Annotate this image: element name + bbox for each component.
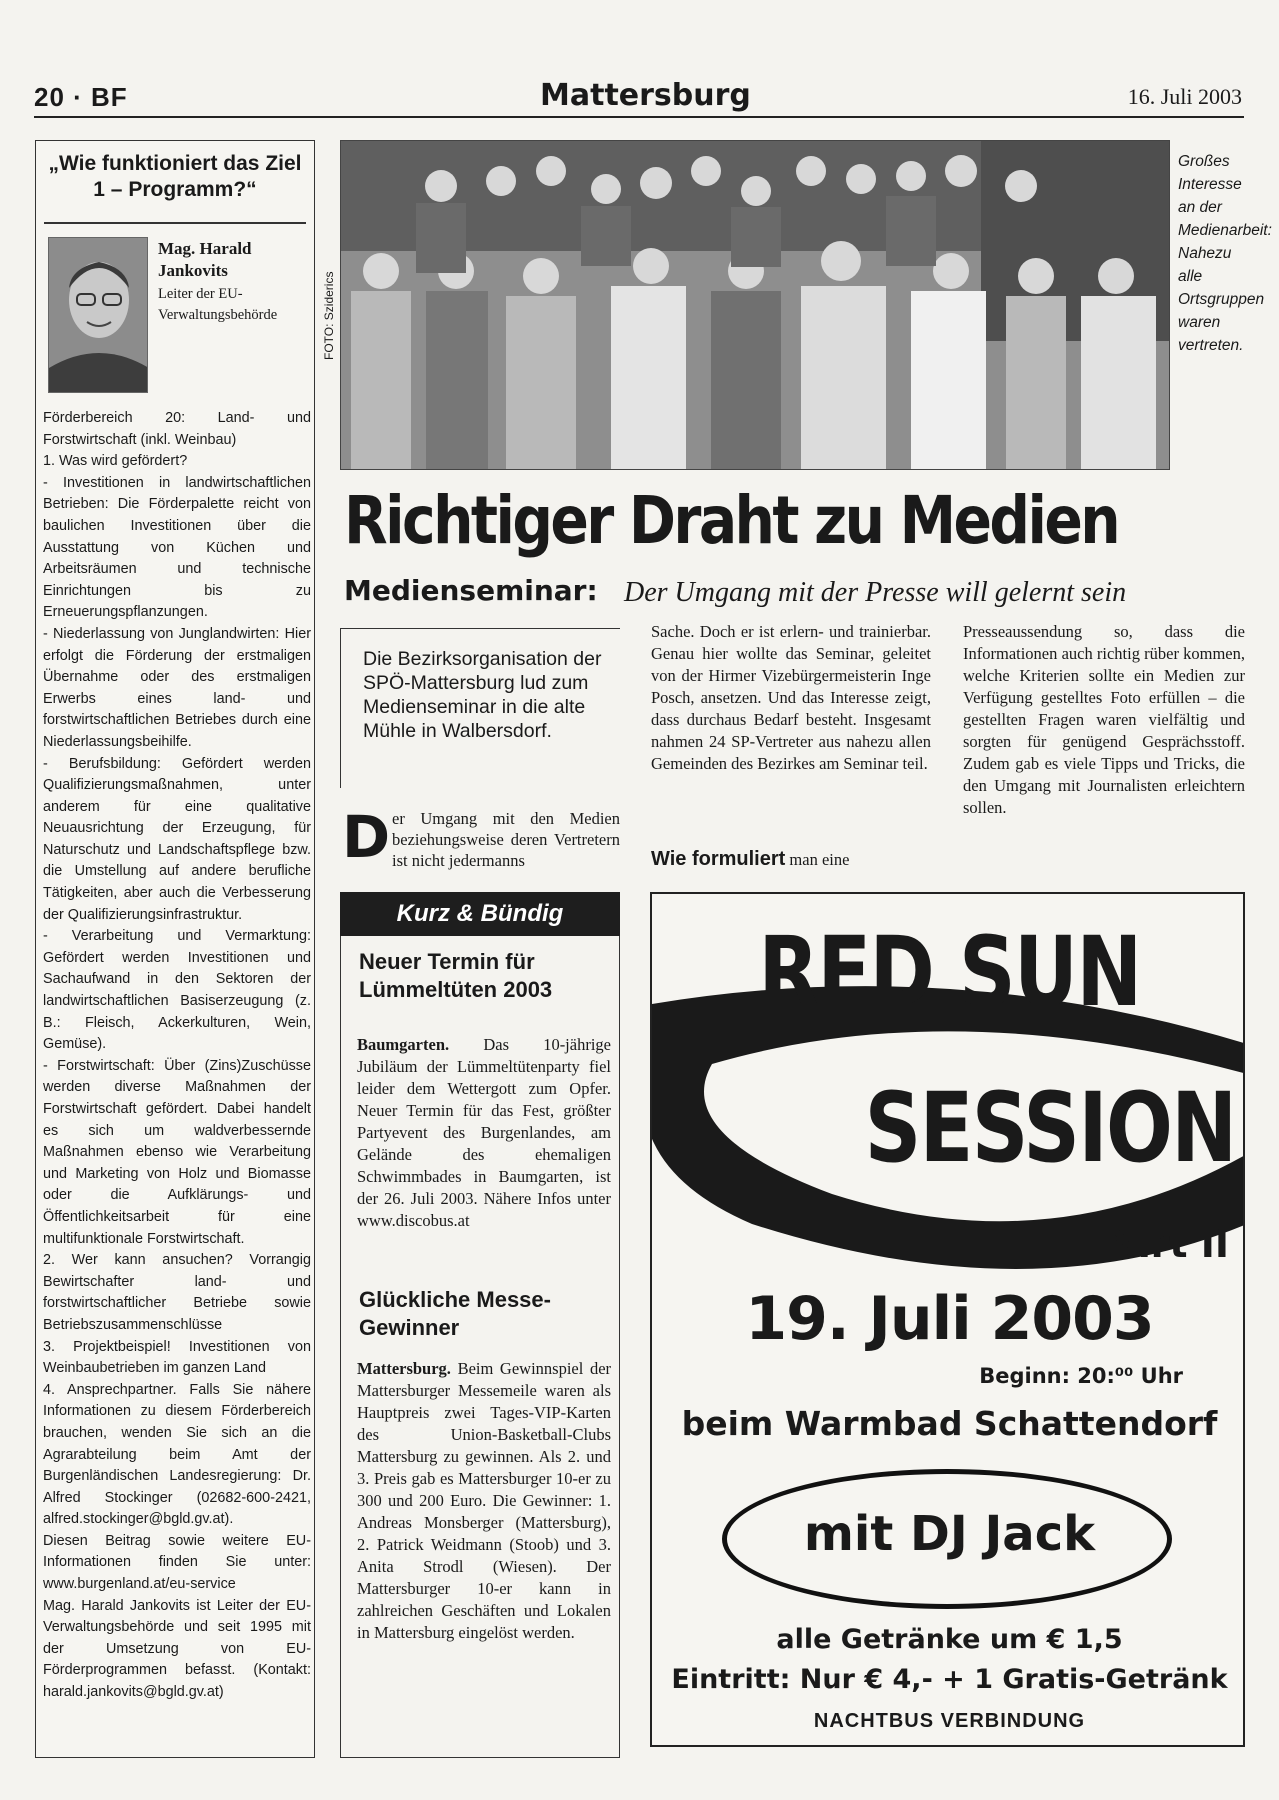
eu-paragraph: - Verarbeitung und Vermarktung: Gefördert werden Investitionen und Sachaufwand in den Sektoren der landwirtschaftlichen Basiserzeugung (z. B.: Fleisch, Ackerkulturen, Wein, Gemüse). <box>43 928 311 1053</box>
kurz-buendig-box <box>340 936 620 1758</box>
news-item-text: Beim Gewinnspiel der Mattersburger Messemeile waren als Hauptpreis zwei Tages-VIP-Karten des Union-Basketball-Clubs Mattersburg zu gewinnen. Als 2. und 3. Preis gab es Mattersburger 10-er zu 300 und 200 Euro. Die Gewinner: 1. Andreas Monsberger (Mattersburg), 2. Patrick Weidmann (Stoob) und 3. Anita Strodl (Wiesen). Der Mattersburger 10-er kann in zahlreichen Geschäften und Lokalen in Mattersburg eingelöst werden. <box>357 1359 612 1642</box>
ad-venue: beim Warmbad Schattendorf <box>681 1404 1218 1443</box>
eu-paragraph: Förderbereich 20: Land- und Forstwirtschaft (inkl. Weinbau) <box>43 410 311 448</box>
header-rule <box>34 116 1244 118</box>
page-date: 16. Juli 2003 <box>1127 84 1242 109</box>
article-kicker: Medienseminar: <box>344 574 598 607</box>
article-column-3: Presseaussendung so, dass die Informationen auch richtig rüber kommen, welche Kriterien sollte ein Medien zur Verfügung gestelltes Foto erfüllen – die gestellten Fragen waren vielfältig und sorgten für genügend Gesprächsstoff. Zudem gab es viele Tipps und Tricks, die den Umgang mit Journalisten erleichtern sollen. <box>963 622 1245 817</box>
eu-paragraph: - Investitionen in landwirtschaftlichen Betrieben: Die Förderpalette reicht von baulichen Investitionen über die Ausstattung von Küchen und Arbeitsräumen und technische Einrichtungen bis zu Erneuerungspflanzungen. <box>43 474 311 621</box>
author-role: Leiter der EU-Verwaltungsbehörde <box>158 286 278 323</box>
eu-paragraph: 2. Wer kann ansuchen? Vorrangig Bewirtschafter land- und forstwirtschaftlicher Betriebe sowie Betriebszusammenschlüsse <box>43 1252 311 1333</box>
eu-paragraph: 3. Projektbeispiel! Investitionen von Weinbaubetrieben im ganzen Land <box>43 1338 311 1377</box>
author-portrait <box>48 237 148 393</box>
news-item-title: Neuer Termin für Lümmeltüten 2003 <box>359 949 553 1002</box>
eu-box-title: „Wie funktioniert das Ziel 1 – Programm?“ <box>48 152 302 201</box>
news-item-place: Mattersburg. <box>357 1359 451 1378</box>
eu-paragraph: - Forstwirtschaft: Über (Zins)Zuschüsse werden diverse Maßnahmen der Forstwirtschaft gefördert. Dabei handelt es sich um waldverbessernde Maßnahmen ebenso wie Verarbeitung und Marketing von Holz und Biomasse oder die Aufklärungs- und Öffentlichkeitsarbeit für eine multifunktionale Forstwirtschaft. <box>43 1057 311 1247</box>
event-advertisement <box>650 892 1245 1747</box>
article-column-1: er Umgang mit den Medien beziehungsweise deren Vertretern ist nicht jedermanns <box>392 809 620 870</box>
article-headline: Richtiger Draht zu Medien <box>344 482 1119 559</box>
eu-box-rule <box>44 222 306 224</box>
ad-dj: mit DJ Jack <box>803 1506 1096 1562</box>
ad-title-line2: SESSION <box>864 1072 1236 1184</box>
eu-box-body <box>43 408 311 1704</box>
author-name: Mag. Harald Jankovits <box>158 239 252 280</box>
eu-paragraph: Mag. Harald Jankovits ist Leiter der EU-Verwaltungsbehörde und seit 1995 mit der Umsetzung von EU-Förderprogrammen befasst. (Kontakt: harald.jankovits@bgld.gv.at) <box>43 1597 311 1701</box>
ad-part: Part II <box>1098 1222 1229 1266</box>
eu-paragraph: 1. Was wird gefördert? <box>43 453 188 470</box>
eu-paragraph: - Berufsbildung: Gefördert werden Qualifizierungsmaßnahmen, unter anderem für eine qualitative Neuausrichtung der Erzeugung, für Naturschutz und Landschaftspflege bzw. die Umstellung auf andere berufliche Tätigkeiten, aber auch die Verbesserung der Qualifizierungsinfrastruktur. <box>43 755 311 923</box>
article-lead: Die Bezirksorganisation der SPÖ-Mattersburg lud zum Medienseminar in die alte Mühle in Walbersdorf. <box>363 648 602 742</box>
kurz-buendig-bar: Kurz & Bündig <box>340 892 620 936</box>
drop-cap: D <box>342 803 391 871</box>
ad-begin-time: Beginn: 20:⁰⁰ Uhr <box>979 1364 1183 1388</box>
news-item-place: Baumgarten. <box>357 1035 450 1054</box>
news-item-body <box>357 1034 611 1232</box>
page-section: 20 · BF <box>34 82 128 112</box>
page-town-title: Mattersburg <box>540 78 751 113</box>
photo-credit: FOTO: Sziderics <box>322 271 336 360</box>
ad-nightbus: NACHTBUS VERBINDUNG <box>813 1710 1086 1732</box>
eu-info-box <box>35 140 315 1758</box>
news-item-title: Glückliche Messe-Gewinner <box>359 1287 551 1340</box>
ad-drinks: alle Getränke um € 1,5 <box>776 1624 1123 1655</box>
ad-entry-price: Eintritt: Nur € 4,- + 1 Gratis-Getränk <box>671 1664 1228 1695</box>
article-column-2: Sache. Doch er ist erlern- und trainierbar. Genau hier wollte das Seminar, geleitet von der Hirmer Vizebürgermeisterin Inge Posch, ansetzen. Und das Interesse zeigt, dass durchaus Bedarf besteht. Insgesamt nahmen 24 SP-Vertreter aus nahezu allen Gemeinden des Bezirkes am Seminar teil. <box>651 622 931 773</box>
news-item-text: Das 10-jährige Jubiläum der Lümmeltütenparty fiel leider dem Wettergott zum Opfer. Neuer Termin für das Fest, größter Partyevent des Burgenlandes, am Gelände des ehemaligen Schwimmbades in Baumgarten, ist der 26. Juli 2003. Nähere Infos unter www.discobus.at <box>357 1035 611 1230</box>
subheading-rest: man eine <box>789 850 850 869</box>
ad-title-line1: RED SUN <box>758 916 1141 1028</box>
group-photo <box>340 140 1170 470</box>
article-lead-box <box>340 628 620 788</box>
eu-paragraph: Diesen Beitrag sowie weitere EU-Informationen finden Sie unter: www.burgenland.at/eu-service <box>43 1532 311 1593</box>
photo-caption: Großes Interesse an der Medienarbeit: Nahezu alle Ortsgruppen waren vertreten. <box>1178 153 1272 354</box>
article-subtitle: Der Umgang mit der Presse will gelernt sein <box>624 577 1127 608</box>
ad-date: 19. Juli 2003 <box>745 1284 1154 1354</box>
eu-paragraph: 4. Ansprechpartner. Falls Sie nähere Informationen zu diesem Förderbereich brauchen, wenden Sie sich an die Agrarabteilung beim Amt der Burgenländischen Landesregierung: Dr. Alfred Stockinger (02682-600-2421, alfred.stockinger@bgld.gv.at). <box>43 1381 311 1528</box>
subheading-bold: Wie formuliert <box>651 848 786 870</box>
eu-paragraph: - Niederlassung von Junglandwirten: Hier erfolgt die Förderung der erstmaligen Übernahme oder des erstmaligen Erwerbs eines land- und forstwirtschaftlichen Betriebes durch eine Niederlassungsbeihilfe. <box>43 625 311 750</box>
news-item-body <box>357 1358 611 1644</box>
article-subheading <box>651 848 931 871</box>
